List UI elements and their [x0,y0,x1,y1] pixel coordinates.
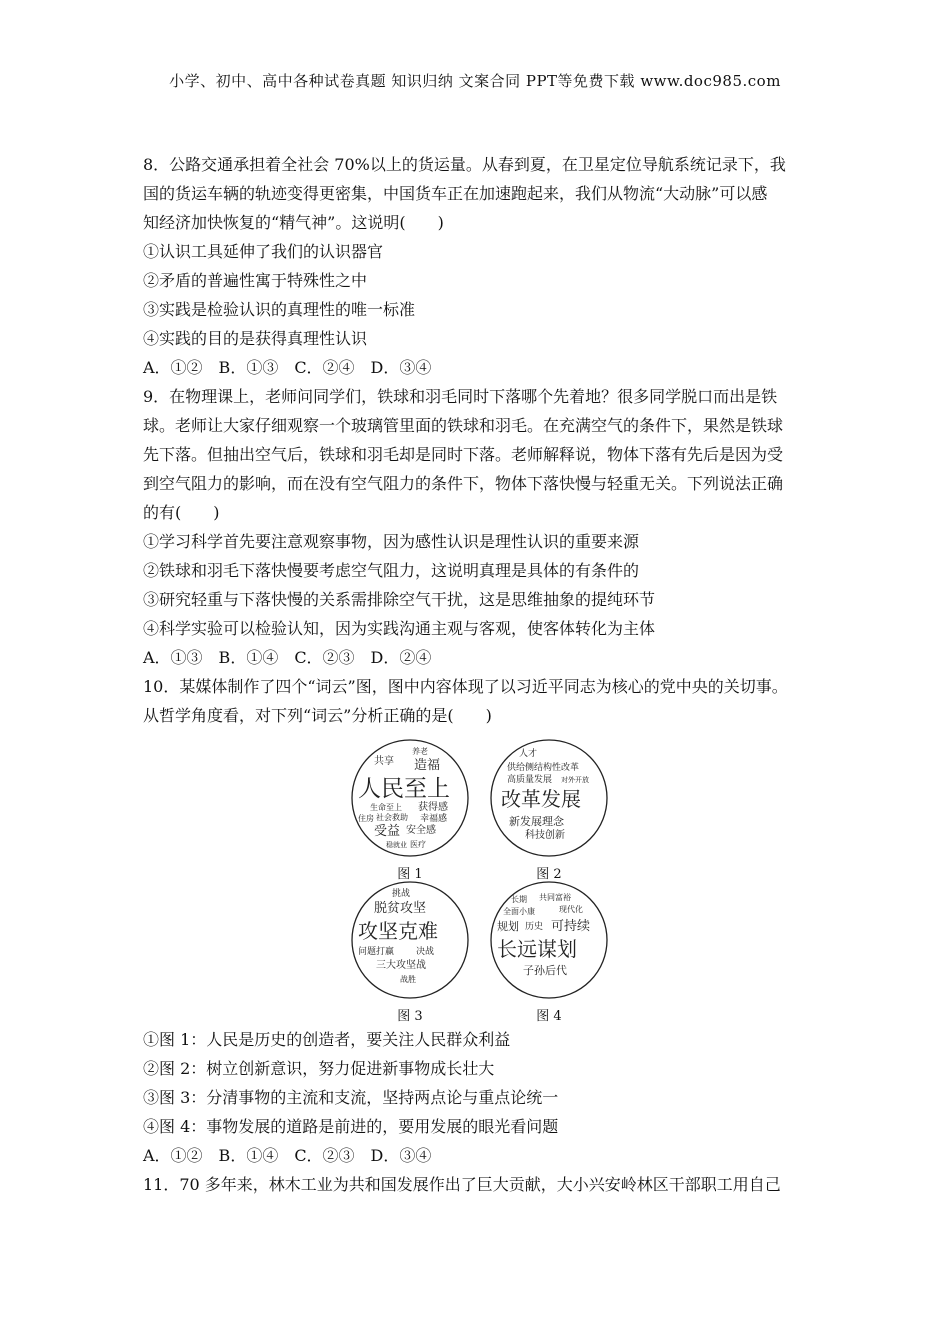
cloud-word: 问题打赢 [358,947,395,957]
cloud-word: 共享 [374,756,394,767]
q10-item: ④图 4：事物发展的道路是前进的，要用发展的眼光看问题 [143,1117,559,1136]
cloud-word: 规划 [497,920,519,933]
word-cloud-1 [348,736,472,860]
cloud-word: 长远谋划 [497,937,577,961]
cloud-word: 脱贫攻坚 [374,901,427,916]
cloud-word: 历史 [525,922,544,932]
cloud-word: 人民至上 [358,776,450,802]
q10-stem-line: 10．某媒体制作了四个“词云”图，图中内容体现了以习近平同志为核心的党中央的关切事。 [143,677,788,696]
word-cloud-4 [487,878,611,1002]
cloud-word: 三大攻坚战 [376,960,426,971]
cloud-word: 对外开放 [561,776,589,784]
cloud-word: 全面小康 [503,907,535,916]
cloud-word: 子孙后代 [523,964,567,977]
q10-item: ①图 1：人民是历史的创造者，要关注人民群众利益 [143,1030,511,1049]
q8-stem-line: 国的货运车辆的轨迹变得更密集，中国货车正在加速跑起来，我们从物流“大动脉”可以感 [143,184,768,203]
cloud-word: 高质量发展 [507,775,553,785]
cloud-word: 住房 [358,814,374,823]
question-10 [143,672,823,1170]
figure-1 [348,736,472,882]
figure-caption: 图 4 [536,1009,562,1024]
cloud-word: 长期 [511,895,527,904]
q9-item: ④科学实验可以检验认知，因为实践沟通主观与客观，使客体转化为主体 [143,619,656,638]
cloud-word: 改革发展 [501,787,581,811]
q9-item: ③研究轻重与下落快慢的关系需排除空气干扰，这是思维抽象的提纯环节 [143,590,656,609]
question-content [143,150,823,1199]
cloud-word: 稳就业 [386,841,407,849]
word-cloud-3 [348,878,472,1002]
q9-item: ②铁球和羽毛下落快慢要考虑空气阻力，这说明真理是具体的有条件的 [143,561,640,580]
q10-item: ②图 2：树立创新意识，努力促进新事物成长壮大 [143,1059,495,1078]
figure-2 [487,736,611,882]
cloud-word: 供给侧结构性改革 [507,763,580,773]
cloud-word: 新发展理念 [509,815,564,828]
q9-item: ①学习科学首先要注意观察事物，因为感性认识是理性认识的重要来源 [143,532,640,551]
q9-stem-line: 9．在物理课上，老师问同学们，铁球和羽毛同时下落哪个先着地？很多同学脱口而出是铁 [143,387,778,406]
q11-stem-line: 11．70 多年来，林木工业为共和国发展作出了巨大贡献，大小兴安岭林区干部职工用自己 [143,1175,781,1194]
q8-item: ④实践的目的是获得真理性认识 [143,329,368,348]
q9-stem-line: 到空气阻力的影响，而在没有空气阻力的条件下，物体下落快慢与轻重无关。下列说法正确 [143,474,784,493]
cloud-word: 幸福感 [420,814,448,824]
word-cloud-2 [487,736,611,860]
q10-options: A．①② B．①④ C．②③ D．③④ [143,1146,432,1165]
question-11 [143,1170,823,1199]
word-cloud-figures [143,736,823,1024]
cloud-word: 可持续 [551,919,591,934]
figure-caption: 图 2 [536,867,562,882]
cloud-word: 攻坚克难 [358,919,438,943]
cloud-word: 生命至上 [370,803,402,812]
q10-stem-line: 从哲学角度看，对下列“词云”分析正确的是( ) [143,706,492,725]
figure-caption: 图 1 [397,867,423,882]
cloud-word: 战胜 [400,975,416,984]
q8-item: ③实践是检验认识的真理性的唯一标准 [143,300,416,319]
q9-stem-line: 的有( ) [143,503,220,522]
cloud-word: 造福 [414,758,441,773]
cloud-word: 安全感 [406,825,436,836]
question-8 [143,150,823,382]
cloud-word: 现代化 [559,905,583,914]
q10-item: ③图 3：分清事物的主流和支流，坚持两点论与重点论统一 [143,1088,559,1107]
cloud-word: 获得感 [418,802,448,813]
q9-stem-line: 球。老师让大家仔细观察一个玻璃管里面的铁球和羽毛。在充满空气的条件下，果然是铁球 [143,416,784,435]
q8-item: ①认识工具延伸了我们的认识器官 [143,242,384,261]
page-header: 小学、初中、高中各种试卷真题 知识归纳 文案合同 PPT等免费下载 www.doc985.com [169,72,781,90]
cloud-word: 决战 [416,947,435,957]
figure-caption: 图 3 [397,1009,423,1024]
cloud-word: 社会救助 [376,813,408,822]
cloud-word: 共同富裕 [539,893,571,902]
question-9 [143,382,823,672]
cloud-word: 人才 [519,749,538,759]
cloud-word: 挑战 [392,889,411,899]
cloud-word: 科技创新 [525,830,565,841]
q9-stem-line: 先下落。但抽出空气后，铁球和羽毛却是同时下落。老师解释说，物体下落有先后是因为受 [143,445,784,464]
cloud-word: 养老 [412,747,428,756]
figure-4 [487,878,611,1024]
cloud-word: 医疗 [410,840,426,849]
q8-item: ②矛盾的普遍性寓于特殊性之中 [143,271,368,290]
q9-options: A．①③ B．①④ C．②③ D．②④ [143,648,432,667]
figure-3 [348,878,472,1024]
cloud-word: 受益 [374,824,401,839]
q8-stem-line: 8．公路交通承担着全社会 70%以上的货运量。从春到夏，在卫星定位导航系统记录下，我 [143,155,786,174]
q8-stem-line: 知经济加快恢复的“精气神”。这说明( ) [143,213,444,232]
q8-options: A．①② B．①③ C．②④ D．③④ [143,358,432,377]
